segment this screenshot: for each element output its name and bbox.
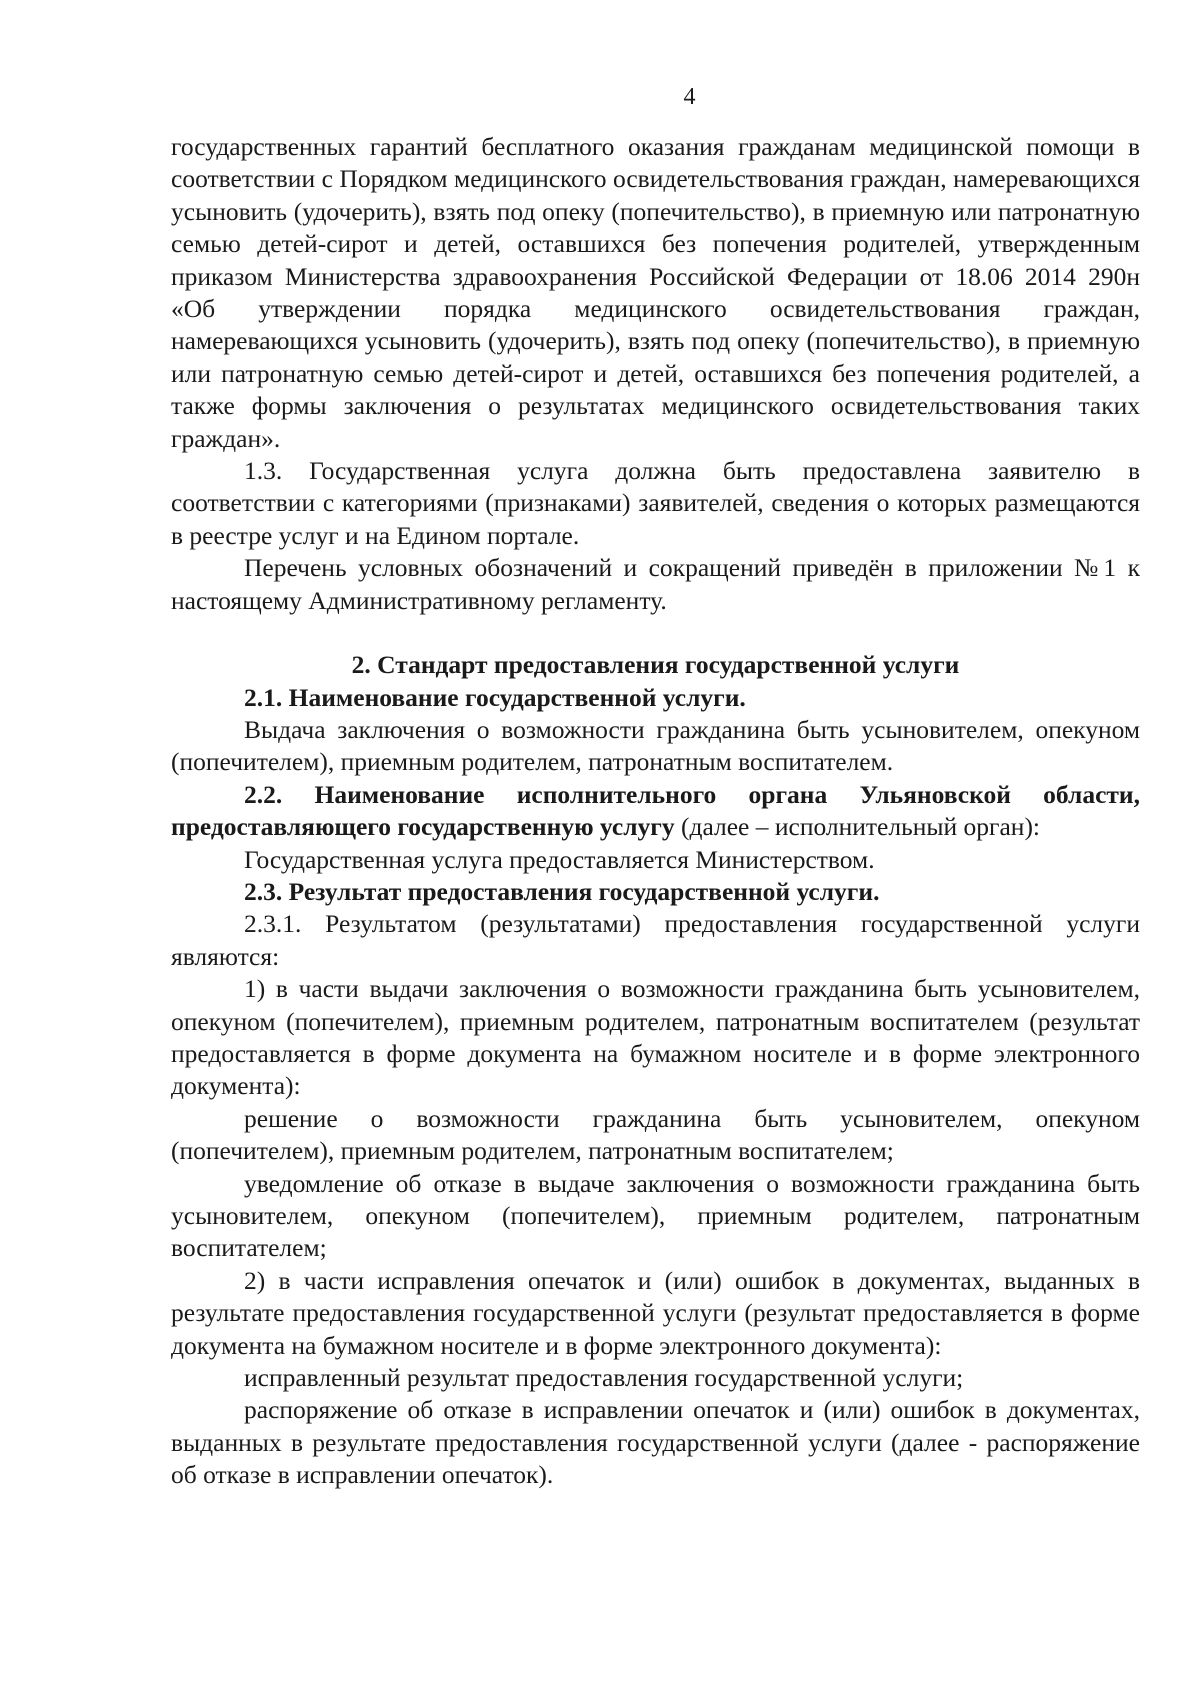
- paragraph-result-2: 2) в части исправления опечаток и (или) ошибок в документах, выданных в результате предоставления государственной услуги (результат предоставляется в форме документа на бумажном носителе и в форме электронного документа):: [171, 1265, 1140, 1360]
- page-number: 4: [683, 84, 696, 110]
- paragraph-decision: решение о возможности гражданина быть усыновителем, опекуном (попечителем), приемным родителем, патронатным воспитателем;: [171, 1103, 1140, 1166]
- subsection-heading-2-2-rest: (далее – исполнительный орган):: [674, 812, 1041, 842]
- paragraph-refusal-notice: уведомление об отказе в выдаче заключения о возможности гражданина быть усыновителем, опекуном (попечителем), приемным родителем, патронатным воспитателем;: [171, 1168, 1140, 1263]
- paragraph-abbreviations: Перечень условных обозначений и сокращений приведён в приложении №1 к настоящему Административному регламенту.: [171, 553, 1140, 615]
- section-heading-2: 2. Стандарт предоставления государственной услуги: [351, 650, 960, 680]
- paragraph-provider: Государственная услуга предоставляется Министерством.: [244, 844, 875, 874]
- paragraph-service-name: Выдача заключения о возможности гражданина быть усыновителем, опекуном (попечителем), приемным родителем, патронатным воспитателем.: [171, 714, 1140, 777]
- subsection-heading-2-2-bold: 2.2. Наименование исполнительного органа Ульяновской области, предоставляющего государственную услугу: [171, 779, 1140, 842]
- paragraph-corrected-result: исправленный результат предоставления государственной услуги;: [244, 1363, 964, 1393]
- subsection-heading-2-2: [171, 779, 1140, 844]
- paragraph-correction-refusal: распоряжение об отказе в исправлении опечаток и (или) ошибок в документах, выданных в результате предоставления государственной услуги (далее - распоряжение об отказе в исправлении опечаток).: [171, 1395, 1140, 1490]
- paragraph-result-1: 1) в части выдачи заключения о возможности гражданина быть усыновителем, опекуном (попечителем), приемным родителем, патронатным воспитателем (результат предоставляется в форме документа на бумажном носителе и в форме электронного документа):: [171, 974, 1140, 1101]
- subsection-heading-2-3: 2.3. Результат предоставления государственной услуги.: [244, 876, 880, 906]
- paragraph-continuation: государственных гарантий бесплатного оказания гражданам медицинской помощи в соответствии с Порядком медицинского освидетельствования граждан, намеревающихся усыновить (удочерить), взять под опеку (попечительство), в приемную или патронатную семью детей-сирот и детей, оставшихся без попечения родителей, утвержденным приказом Министерства здравоохранения Российской Федерации от 18.06 2014 290н «Об утверждении порядка медицинского освидетельствования граждан, намеревающихся усыновить (удочерить), взять под опеку (попечительство), в приемную или патронатную семью детей-сирот и детей, оставшихся без попечения родителей, а также формы заключения о результатах медицинского освидетельствования таких граждан».: [171, 132, 1140, 453]
- paragraph-2-3-1: 2.3.1. Результатом (результатами) предоставления государственной услуги являются:: [171, 909, 1140, 971]
- subsection-heading-2-1: 2.1. Наименование государственной услуги.: [244, 682, 746, 712]
- paragraph-1-3: 1.3. Государственная услуга должна быть предоставлена заявителю в соответствии с категориями (признаками) заявителей, сведения о которых размещаются в реестре услуг и на Едином портале.: [171, 456, 1140, 550]
